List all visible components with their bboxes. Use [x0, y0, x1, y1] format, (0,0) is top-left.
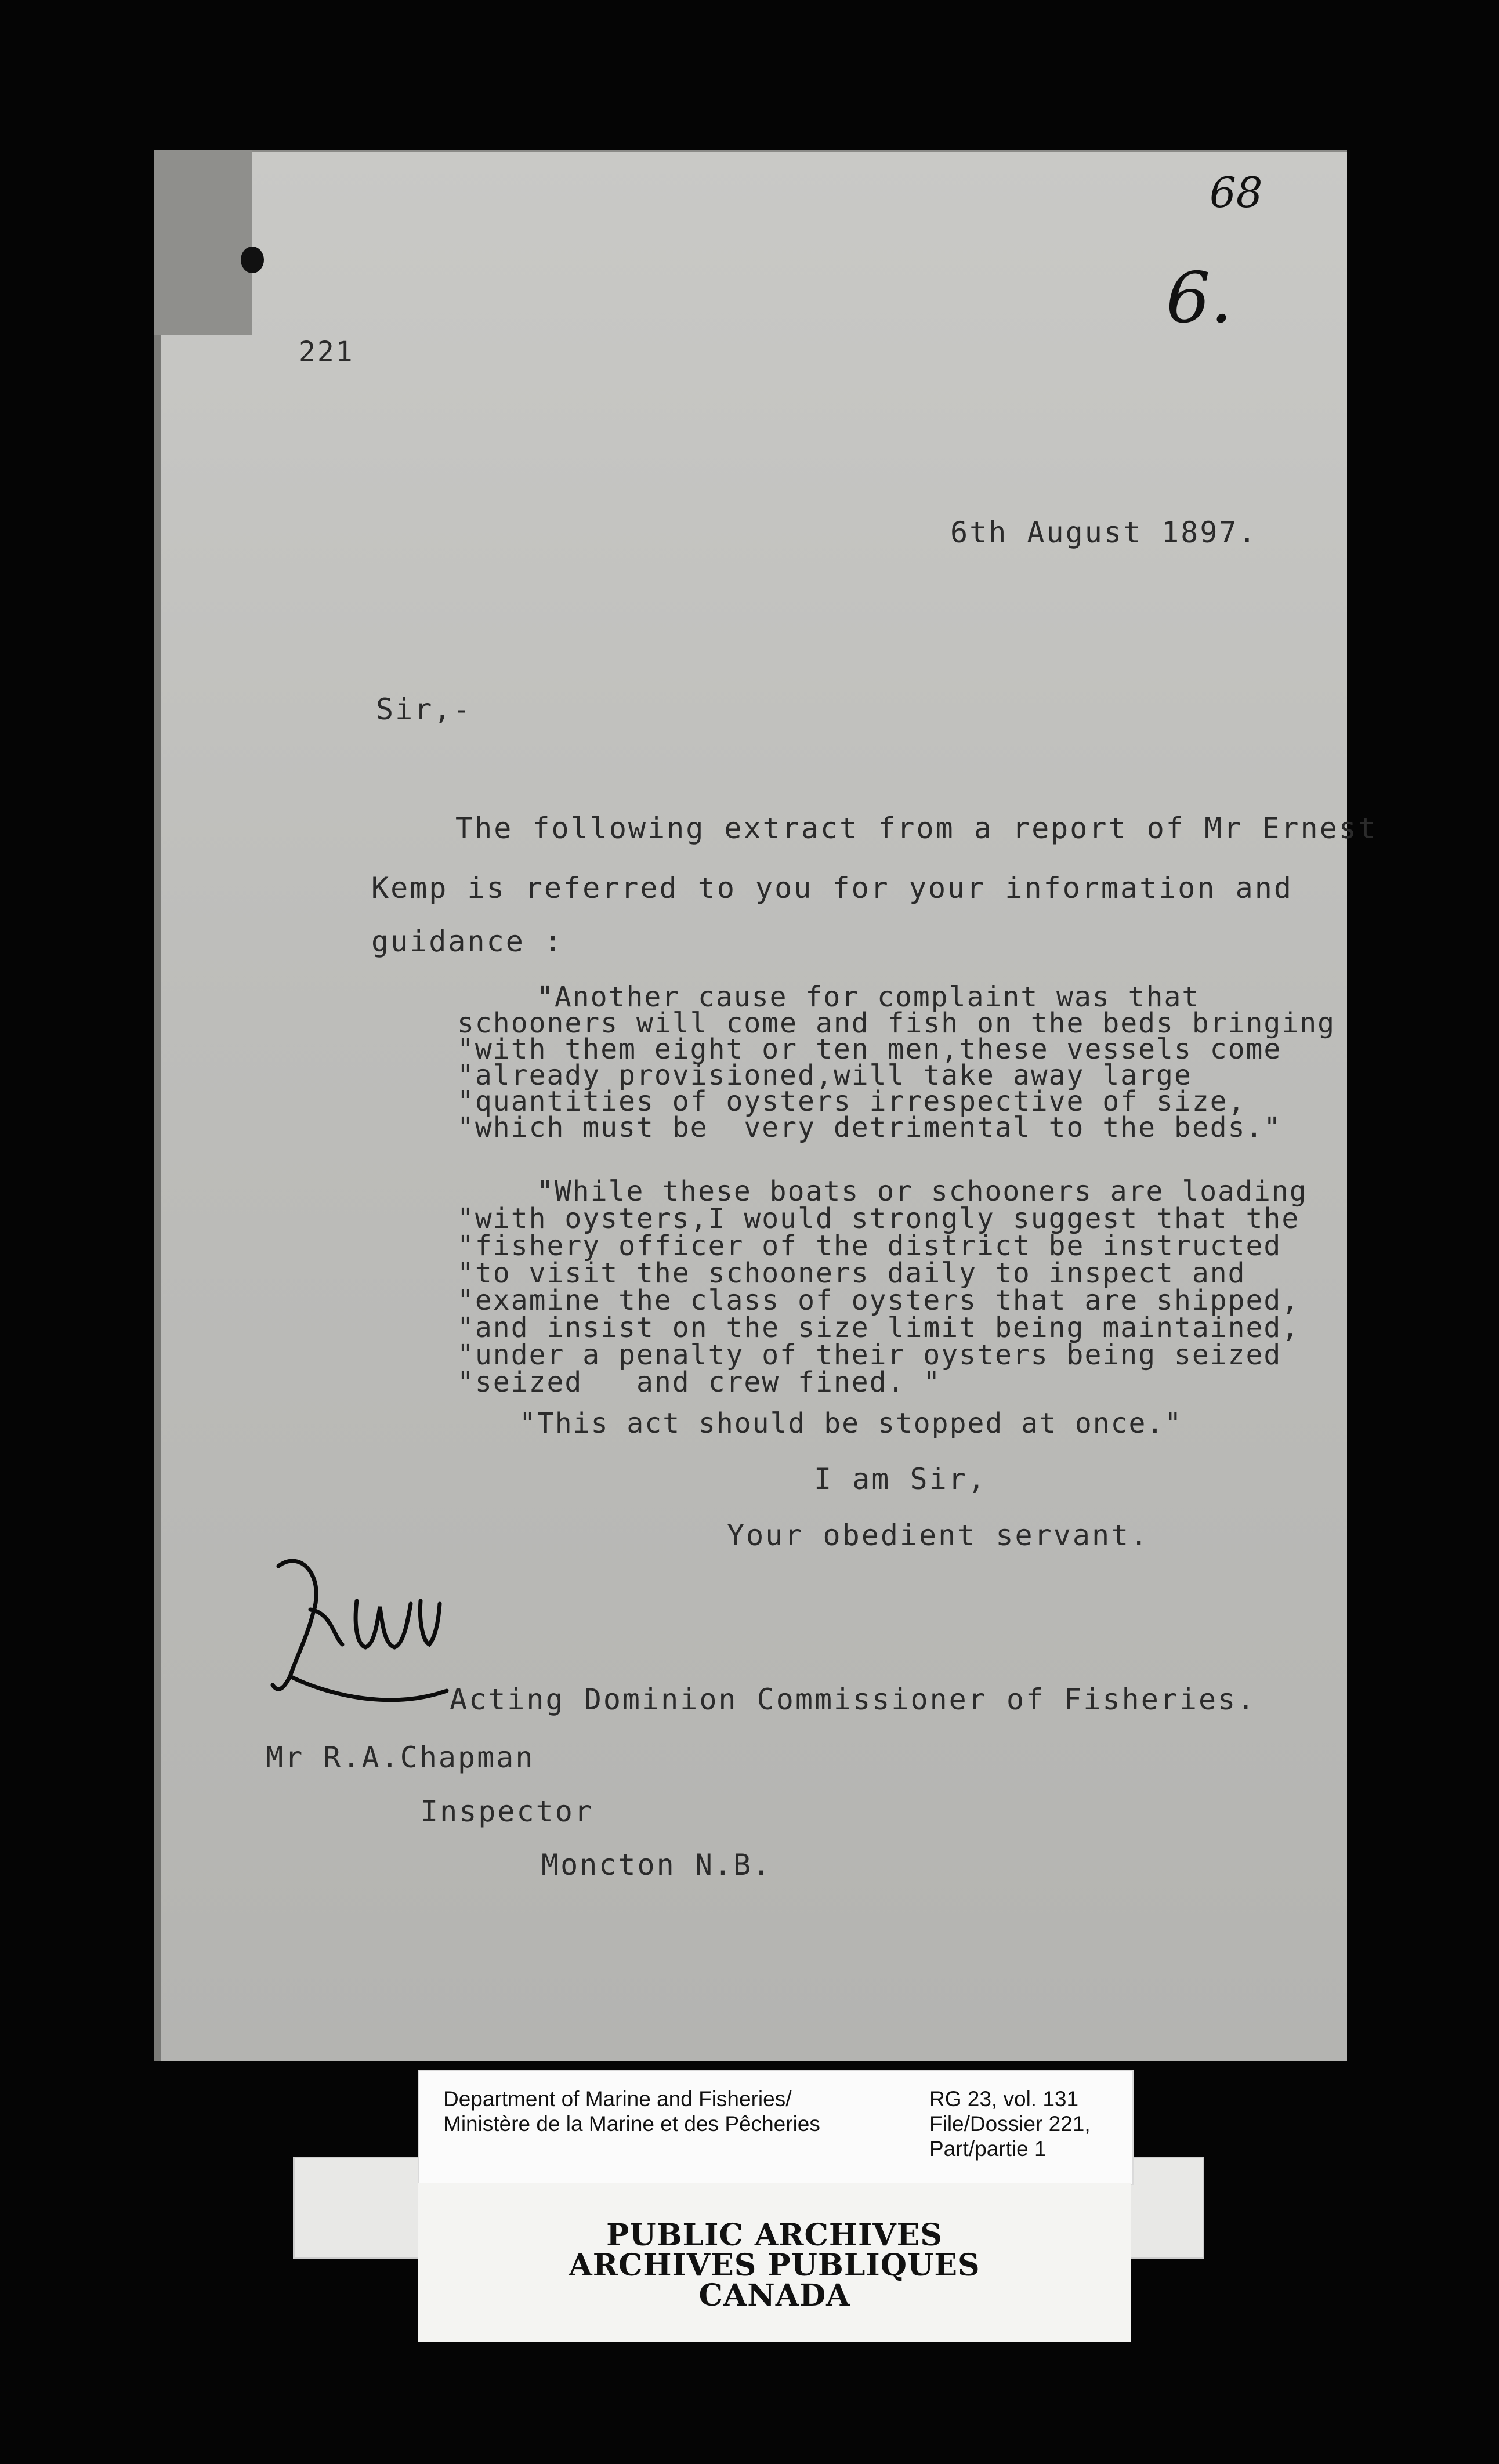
- page-corner-shadow: [154, 150, 252, 335]
- addressee-name: Mr R.A.Chapman: [266, 1741, 535, 1774]
- folio-number-mark: 68: [1210, 168, 1263, 217]
- page-number: 221: [299, 336, 354, 368]
- salutation: Sir,-: [376, 693, 472, 726]
- quote-2-line-1: "While these boats or schooners are loading: [537, 1175, 1308, 1208]
- quote-1-line-3: "with them eight or ten men,these vessels come: [457, 1033, 1282, 1066]
- archive-label: [418, 2070, 1134, 2185]
- quote-1-line-4: "already provisioned,will take away large: [457, 1059, 1192, 1092]
- quote-2-line-8: "seized and crew fined. ": [457, 1366, 942, 1398]
- closing-line-2: Your obedient servant.: [727, 1519, 1150, 1552]
- quote-1-line-5: "quantities of oysters irrespective of size,: [457, 1085, 1246, 1118]
- archive-dept-en: Department of Marine and Fisheries/: [443, 2087, 792, 2111]
- quote-2-line-4: "to visit the schooners daily to inspect and: [457, 1257, 1246, 1289]
- intro-line-2: Kemp is referred to you for your information and: [371, 871, 1293, 905]
- stamp-line-1: PUBLIC ARCHIVES: [606, 2217, 943, 2253]
- stamp-line-2: ARCHIVES PUBLIQUES: [569, 2248, 980, 2283]
- archive-rg: RG 23, vol. 131: [929, 2087, 1079, 2111]
- punch-hole: [241, 247, 264, 273]
- quote-2-line-3: "fishery officer of the district be instructed: [457, 1230, 1282, 1262]
- quote-1-line-1: "Another cause for complaint was that: [537, 981, 1200, 1013]
- closing-line-1: I am Sir,: [814, 1462, 987, 1496]
- stamp-line-3: CANADA: [698, 2278, 850, 2313]
- signature-drawing: [255, 1543, 470, 1717]
- signatory-title: Acting Dominion Commissioner of Fisheries.: [450, 1683, 1257, 1716]
- archive-file: File/Dossier 221,: [929, 2112, 1091, 2136]
- addressee-location: Moncton N.B.: [541, 1848, 772, 1882]
- folio-secondary-mark: 6.: [1166, 258, 1233, 339]
- quote-1-line-6: "which must be very detrimental to the beds.": [457, 1111, 1282, 1144]
- intro-line-1: The following extract from a report of Mr Ernest: [455, 811, 1377, 845]
- archive-stamp: [418, 2183, 1131, 2342]
- archive-dept-fr: Ministère de la Marine et des Pêcheries: [443, 2112, 820, 2136]
- quote-2-line-9: "This act should be stopped at once.": [519, 1407, 1183, 1440]
- intro-line-3: guidance :: [371, 925, 564, 958]
- quote-2-line-2: "with oysters,I would strongly suggest that the: [457, 1202, 1300, 1235]
- addressee-role: Inspector: [421, 1795, 593, 1828]
- quote-2-line-6: "and insist on the size limit being maintained,: [457, 1311, 1300, 1344]
- letter-date: 6th August 1897.: [950, 516, 1258, 549]
- quote-2-line-7: "under a penalty of their oysters being seized: [457, 1339, 1282, 1371]
- archive-part: Part/partie 1: [929, 2137, 1047, 2161]
- quote-1-line-2: schooners will come and fish on the beds bringing: [457, 1007, 1336, 1039]
- quote-2-line-5: "examine the class of oysters that are shipped,: [457, 1284, 1300, 1317]
